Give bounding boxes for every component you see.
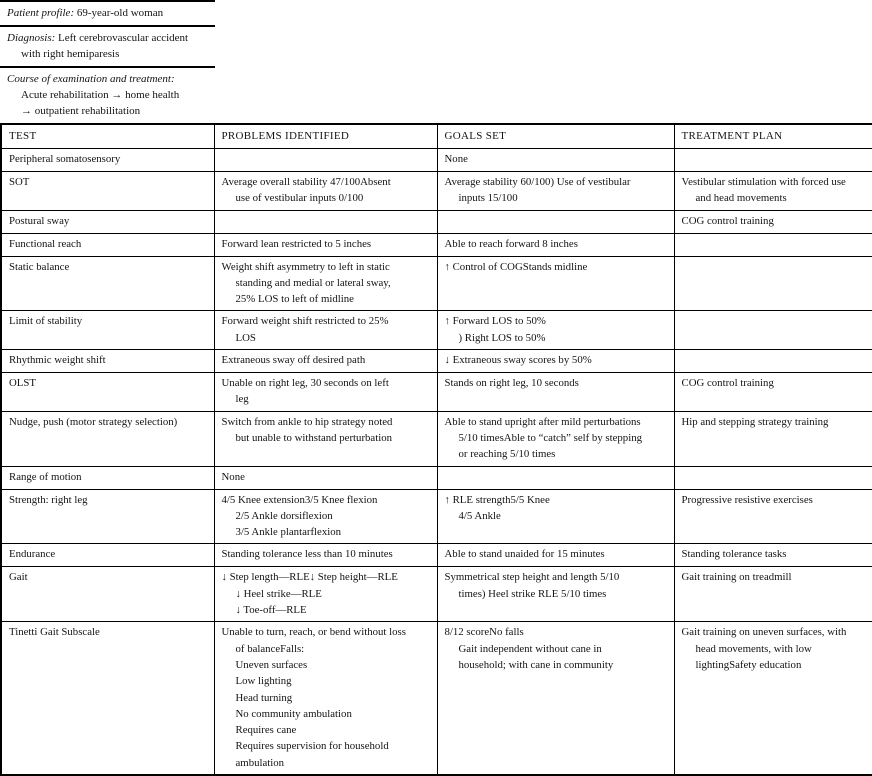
- cell-treatment: [674, 172, 872, 211]
- cell-goals: [437, 373, 674, 412]
- cell-line: times) Heel strike RLE 5/10 times: [458, 587, 607, 600]
- cell-goals: [437, 489, 674, 544]
- cell-line: 4/5 Knee extension3/5 Knee flexion: [221, 493, 378, 506]
- cell-line: 8/12 scoreNo falls: [444, 626, 524, 639]
- cell-test: [1, 411, 214, 466]
- test-name: Static balance: [9, 260, 70, 273]
- cell-line: Average stability 60/100) Use of vestibular: [444, 176, 631, 188]
- cell-line: inputs 15/100: [458, 192, 518, 205]
- info-section: [0, 68, 215, 123]
- cell-problems: [214, 256, 437, 311]
- cell-test: [1, 233, 214, 256]
- cell-line: COG control training: [681, 377, 774, 390]
- cell-problems: [214, 149, 437, 172]
- cell-goals: [437, 350, 674, 373]
- cell-test: [1, 373, 214, 412]
- cell-line: ambulation: [235, 756, 285, 769]
- cell-test: [1, 466, 214, 489]
- cell-test: [1, 210, 214, 233]
- cell-line: Extraneous sway off desired path: [221, 354, 366, 367]
- cell-line: but unable to withstand perturbation: [235, 431, 393, 444]
- cell-test: [1, 567, 214, 622]
- cell-treatment: [674, 350, 872, 373]
- info-line: [7, 71, 210, 87]
- cell-treatment: [674, 622, 872, 775]
- col-header-treatment: TREATMENT PLAN: [674, 124, 872, 149]
- cell-treatment: [674, 311, 872, 350]
- table-row: [1, 411, 872, 466]
- cell-line: Gait independent without cane in: [458, 642, 602, 655]
- cell-treatment: [674, 567, 872, 622]
- cell-test: [1, 256, 214, 311]
- cell-line: Unable to turn, reach, or bend without loss: [221, 626, 406, 639]
- cell-line: Average overall stability 47/100Absent: [221, 176, 391, 188]
- cell-line: Weight shift asymmetry to left in static: [221, 260, 390, 273]
- cell-line: Switch from ankle to hip strategy noted: [221, 415, 393, 428]
- cell-line: 2/5 Ankle dorsiflexion: [235, 509, 333, 522]
- cell-problems: [214, 233, 437, 256]
- cell-problems: [214, 350, 437, 373]
- table-row: [1, 373, 872, 412]
- cell-goals: [437, 256, 674, 311]
- cell-line: Unable on right leg, 30 seconds on left: [221, 377, 389, 390]
- cell-line: of balanceFalls:: [235, 642, 305, 655]
- cell-test: [1, 489, 214, 544]
- info-line: with right hemiparesis: [21, 48, 120, 60]
- cell-line: ↓ Toe-off—RLE: [235, 604, 307, 617]
- cell-line: Requires supervision for household: [235, 740, 389, 753]
- table-row: [1, 350, 872, 373]
- patient-info-panel: [0, 0, 215, 123]
- cell-treatment: [674, 466, 872, 489]
- cell-goals: [437, 311, 674, 350]
- test-name: Strength: right leg: [9, 493, 88, 506]
- table-row: [1, 466, 872, 489]
- cell-line: or reaching 5/10 times: [458, 448, 556, 461]
- cell-line: No community ambulation: [235, 707, 352, 720]
- cell-line: Able to reach forward 8 inches: [444, 237, 578, 250]
- table-row: [1, 544, 872, 567]
- cell-test: [1, 149, 214, 172]
- cell-line: Low lighting: [235, 675, 292, 688]
- cell-line: ↑ Control of COGStands midline: [444, 260, 588, 273]
- table-row: [1, 256, 872, 311]
- test-name: Gait: [9, 571, 28, 584]
- test-name: Tinetti Gait Subscale: [9, 626, 100, 639]
- cell-line: Vestibular stimulation with forced use: [681, 176, 846, 188]
- table-row: [1, 622, 872, 775]
- cell-test: [1, 544, 214, 567]
- table-row: [1, 311, 872, 350]
- table-row: [1, 172, 872, 211]
- cell-line: ) Right LOS to 50%: [458, 331, 546, 344]
- cell-line: 3/5 Ankle plantarflexion: [235, 526, 342, 539]
- cell-treatment: [674, 373, 872, 412]
- cell-line: Forward weight shift restricted to 25%: [221, 315, 389, 328]
- cell-goals: [437, 466, 674, 489]
- cell-line: use of vestibular inputs 0/100: [235, 192, 364, 205]
- cell-line: ↓ Step length—RLE↓ Step height—RLE: [221, 571, 398, 584]
- cell-line: Head turning: [235, 691, 293, 704]
- test-name: Rhythmic weight shift: [9, 354, 106, 367]
- cell-line: head movements, with low: [695, 642, 812, 655]
- cell-treatment: [674, 411, 872, 466]
- test-name: Nudge, push (motor strategy selection): [9, 415, 178, 428]
- cell-line: Gait training on treadmill: [681, 571, 792, 584]
- cell-line: COG control training: [681, 214, 774, 227]
- cell-line: Progressive resistive exercises: [681, 493, 813, 506]
- table-row: [1, 489, 872, 544]
- cell-problems: [214, 373, 437, 412]
- cell-line: Able to stand upright after mild perturbations: [444, 415, 641, 428]
- test-name: Postural sway: [9, 214, 70, 227]
- info-label: Course of examination and treatment:: [7, 73, 175, 85]
- table-row: [1, 149, 872, 172]
- cell-problems: [214, 489, 437, 544]
- info-line: Diagnosis: Left cerebrovascular accident: [7, 32, 189, 44]
- cell-line: household; with cane in community: [458, 658, 614, 671]
- cell-line: standing and medial or lateral sway,: [235, 276, 391, 289]
- cell-treatment: [674, 149, 872, 172]
- test-name: SOT: [9, 176, 30, 188]
- cell-line: 5/10 timesAble to “catch” self by stepping: [458, 431, 642, 444]
- cell-line: Able to stand unaided for 15 minutes: [444, 548, 605, 561]
- cell-problems: [214, 210, 437, 233]
- info-line: Patient profile: 69-year-old woman: [7, 7, 164, 19]
- cell-line: LOS: [235, 331, 256, 344]
- cell-goals: [437, 544, 674, 567]
- info-line: → outpatient rehabilitation: [21, 105, 141, 117]
- cell-line: lightingSafety education: [695, 658, 802, 671]
- cell-goals: [437, 172, 674, 211]
- test-name: Endurance: [9, 548, 56, 561]
- cell-problems: [214, 172, 437, 211]
- test-name: Limit of stability: [9, 315, 83, 328]
- info-line: Acute rehabilitation → home health: [21, 89, 180, 101]
- cell-line: ↓ Extraneous sway scores by 50%: [444, 354, 592, 367]
- info-label: Patient profile:: [7, 7, 75, 19]
- header-row: [1, 124, 872, 149]
- cell-problems: [214, 622, 437, 775]
- col-header-problems: PROBLEMS IDENTIFIED: [214, 124, 437, 149]
- cell-test: [1, 172, 214, 211]
- cell-line: Stands on right leg, 10 seconds: [444, 377, 579, 390]
- cell-problems: [214, 311, 437, 350]
- cell-line: and head movements: [695, 192, 787, 205]
- cell-treatment: [674, 210, 872, 233]
- cell-treatment: [674, 489, 872, 544]
- cell-goals: [437, 622, 674, 775]
- cell-problems: [214, 466, 437, 489]
- cell-line: Requires cane: [235, 724, 297, 737]
- test-name: Peripheral somatosensory: [9, 153, 121, 165]
- cell-problems: [214, 411, 437, 466]
- test-name: OLST: [9, 377, 36, 390]
- info-section: [0, 27, 215, 68]
- cell-problems: [214, 567, 437, 622]
- cell-problems: [214, 544, 437, 567]
- cell-treatment: [674, 544, 872, 567]
- cell-line: 25% LOS to left of midline: [235, 293, 354, 306]
- test-name: Range of motion: [9, 470, 82, 483]
- cell-goals: [437, 411, 674, 466]
- cell-line: 4/5 Ankle: [458, 509, 501, 522]
- cell-treatment: [674, 233, 872, 256]
- cell-line: None: [444, 153, 468, 165]
- cell-goals: [437, 567, 674, 622]
- table-body: [1, 149, 872, 776]
- info-section: [0, 2, 215, 27]
- cell-line: Uneven surfaces: [235, 658, 308, 671]
- cell-line: None: [221, 470, 245, 483]
- col-header-test: TEST: [1, 124, 214, 149]
- cell-test: [1, 350, 214, 373]
- cell-line: Standing tolerance tasks: [681, 548, 787, 561]
- cell-line: Symmetrical step height and length 5/10: [444, 571, 620, 584]
- cell-line: Gait training on uneven surfaces, with: [681, 626, 847, 639]
- cell-goals: [437, 210, 674, 233]
- cell-test: [1, 311, 214, 350]
- cell-line: leg: [235, 393, 249, 406]
- cell-line: ↑ RLE strength5/5 Knee: [444, 493, 550, 506]
- cell-test: [1, 622, 214, 775]
- cell-line: Hip and stepping strategy training: [681, 415, 829, 428]
- examination-table: [0, 123, 872, 776]
- cell-line: Forward lean restricted to 5 inches: [221, 237, 372, 250]
- cell-treatment: [674, 256, 872, 311]
- cell-goals: [437, 149, 674, 172]
- cell-line: ↑ Forward LOS to 50%: [444, 315, 546, 328]
- cell-goals: [437, 233, 674, 256]
- cell-line: ↓ Heel strike—RLE: [235, 587, 322, 600]
- table-row: [1, 567, 872, 622]
- table-row: [1, 233, 872, 256]
- test-name: Functional reach: [9, 237, 82, 250]
- cell-line: Standing tolerance less than 10 minutes: [221, 548, 393, 561]
- col-header-goals: GOALS SET: [437, 124, 674, 149]
- table-row: [1, 210, 872, 233]
- info-label: Diagnosis:: [7, 32, 56, 44]
